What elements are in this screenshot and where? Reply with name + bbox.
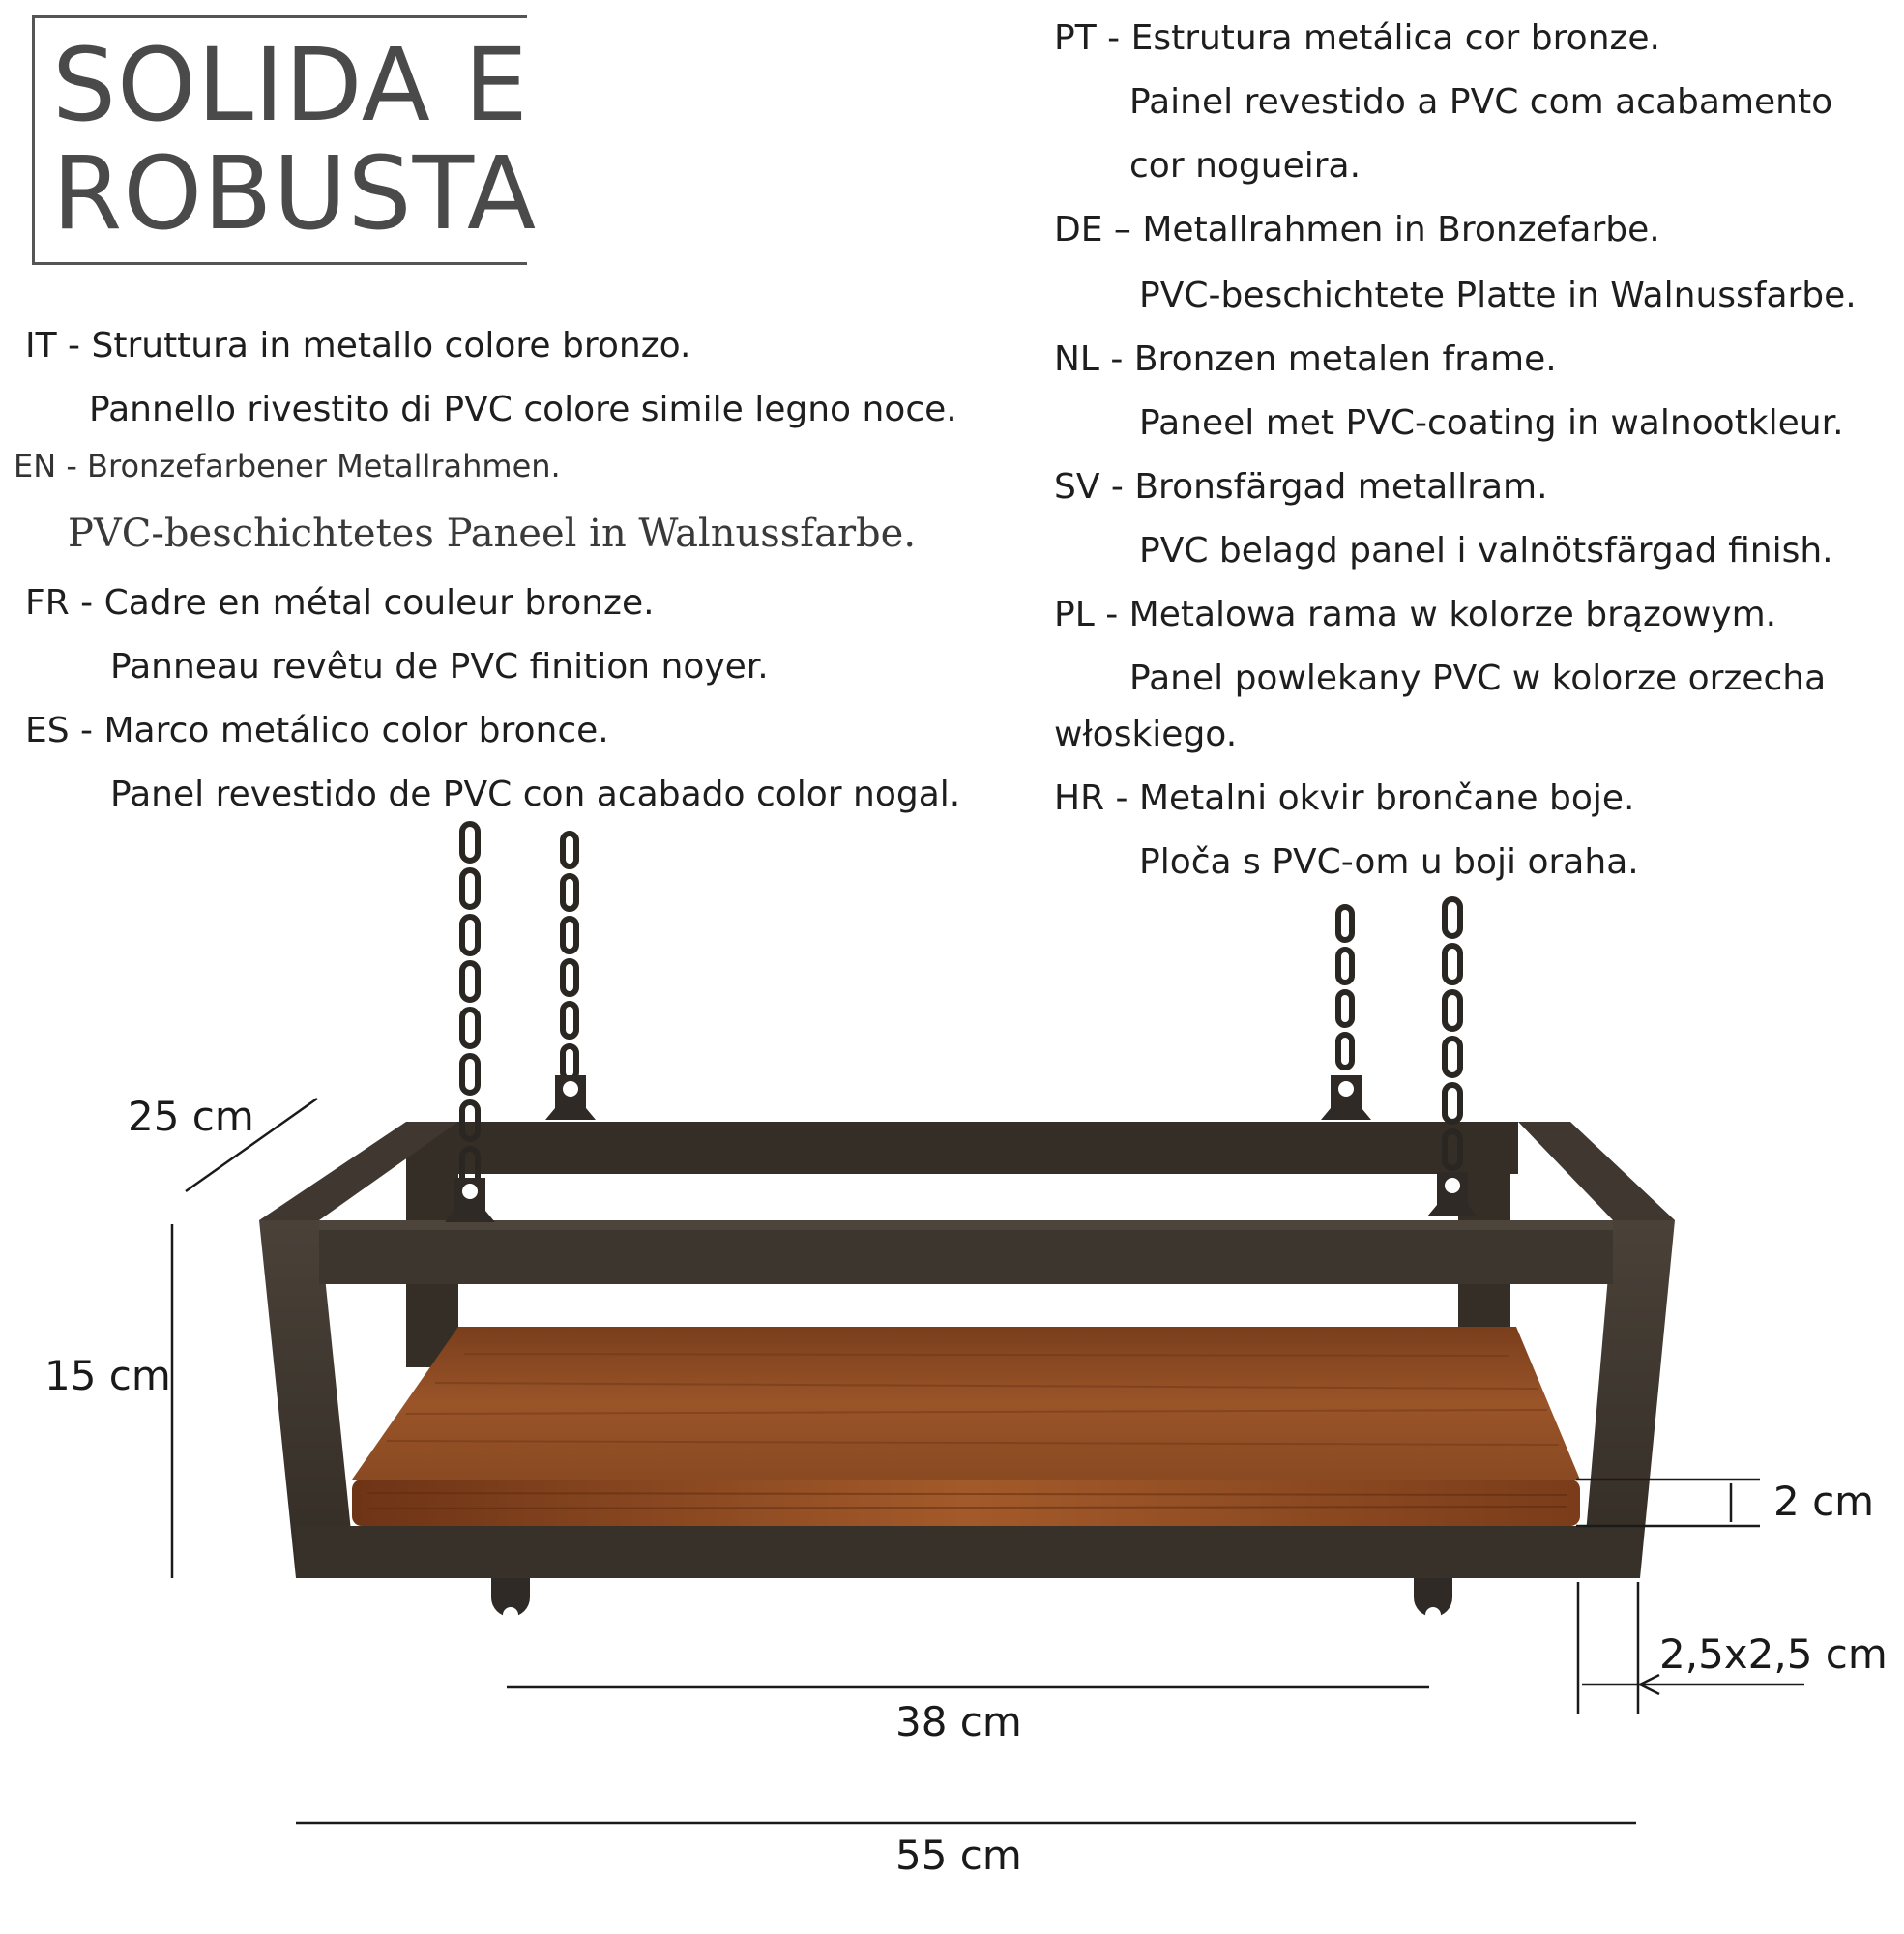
text-pl-frame: PL - Metalowa rama w kolorze brązowym. [1054,595,1777,634]
text-pl-panel-cont: włoskiego. [1054,715,1238,754]
text-it-panel: Pannello rivestito di PVC colore simile legno noce. [89,390,957,429]
label-inner-width: 38 cm [895,1698,1022,1745]
chain-right-back [1338,907,1352,1068]
title-line-1: SOLIDA E [52,26,529,144]
text-fr-panel: Panneau revêtu de PVC finition noyer. [110,647,769,687]
text-pt-panel: Painel revestido a PVC com acabamento [1129,82,1833,122]
label-profile: 2,5x2,5 cm [1659,1630,1888,1678]
text-de-panel: PVC-beschichtete Platte in Walnussfarbe. [1139,276,1857,315]
text-hr-frame: HR - Metalni okvir brončane boje. [1054,778,1635,818]
text-es-panel: Panel revestido de PVC con acabado color nogal. [110,775,961,814]
chain-left-back [563,834,576,1079]
label-shelf-thickness: 2 cm [1773,1478,1875,1525]
label-total-width: 55 cm [895,1831,1022,1879]
bottom-hooks [491,1578,1452,1623]
text-it-frame: IT - Struttura in metallo colore bronzo. [25,326,691,366]
text-pl-panel: Panel powlekany PVC w kolorze orzecha [1129,659,1827,698]
text-nl-frame: NL - Bronzen metalen frame. [1054,339,1557,379]
title-line-2: ROBUSTA [52,134,538,252]
text-pt-frame: PT - Estrutura metálica cor bronze. [1054,18,1660,58]
text-de-frame: DE – Metallrahmen in Bronzefarbe. [1054,210,1660,249]
text-en-panel: PVC-beschichtetes Paneel in Walnussfarbe. [68,512,917,556]
text-fr-frame: FR - Cadre en métal couleur bronze. [25,583,655,623]
wood-shelf [352,1327,1580,1526]
text-sv-panel: PVC belagd panel i valnötsfärgad finish. [1139,531,1833,571]
text-nl-panel: Paneel met PVC-coating in walnootkleur. [1139,403,1844,443]
text-sv-frame: SV - Bronsfärgad metallram. [1054,467,1548,507]
text-hr-panel: Ploča s PVC-om u boji oraha. [1139,842,1639,882]
text-en-frame: EN - Bronzefarbener Metallrahmen. [14,448,561,484]
label-depth: 25 cm [128,1093,254,1140]
text-pt-panel-cont: cor nogueira. [1129,146,1362,186]
text-es-frame: ES - Marco metálico color bronce. [25,711,609,750]
label-height: 15 cm [44,1352,171,1399]
